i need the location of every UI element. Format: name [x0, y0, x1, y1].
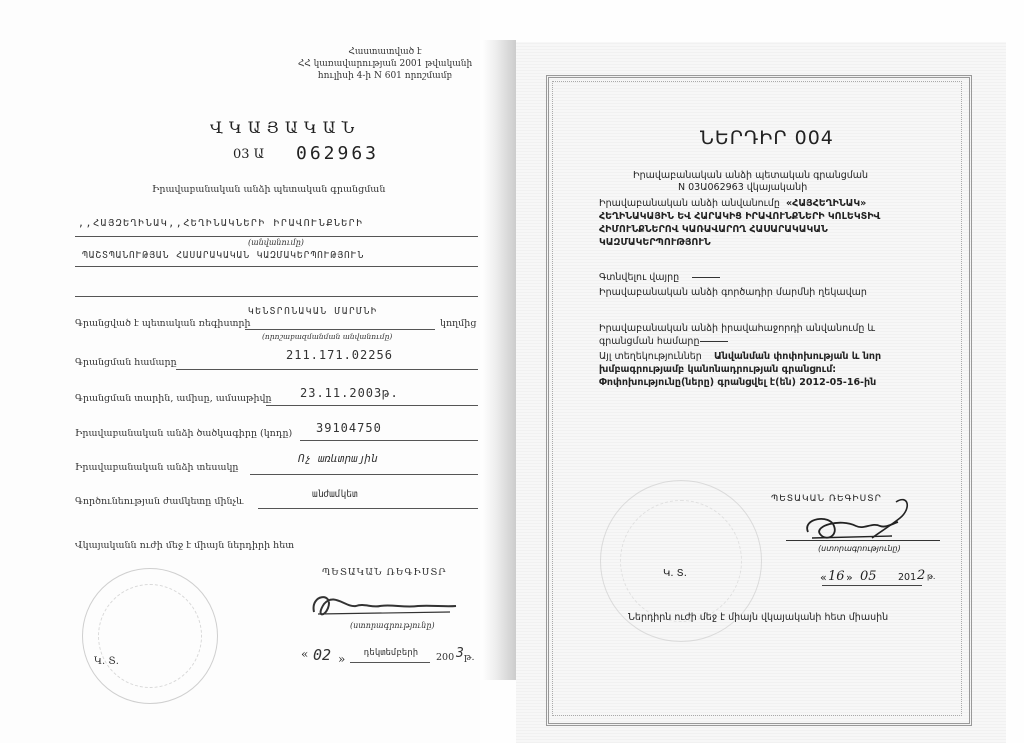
- other-info-value3: Փոփոխությունը(ները) գրանցվել է(են) 2012-05-16-ին: [599, 377, 877, 388]
- approval-note-line1: Հաստատված է: [348, 47, 422, 57]
- period-label: Գործունեության ժամկետը մինչև: [75, 496, 244, 507]
- signature-caption: (ստորագրությունը): [350, 621, 435, 630]
- registry-office: ԿԵՆՏՐՈՆԱԿԱՆ ՄԱՐՄՆԻ: [248, 306, 378, 317]
- insert-name-value2: ՀԵՂԻՆԱԿԱՅԻՆ ԵՎ ՀԱՐԱԿԻՑ ԻՐԱՎՈՒՆՔՆԵՐԻ ԿՈԼԵԿՏԻՎ: [599, 211, 881, 222]
- type-value: Ոչ առևտրային: [298, 452, 378, 465]
- certificate-subtitle: Իրավաբանական անձի պետական գրանցման: [152, 184, 386, 195]
- date-month: դեկտեմբերի: [364, 648, 419, 658]
- certificate-page: [0, 0, 480, 743]
- reg-number-label: Գրանցման համարը: [75, 357, 177, 368]
- org-name-line1: ,,ՀԱՅԶԵՂԻՆԱԿ,,ՀԵՂԻՆԱԿՆԵՐԻ ԻՐԱՎՈՒՆՔՆԵՐԻ: [78, 218, 364, 229]
- reg-number-value: 211.171.02256: [286, 348, 393, 362]
- tax-code-label: Իրավաբանական անձի ծածկագիրը (կոդը): [75, 428, 293, 439]
- insert-date-year-abbr: թ.: [927, 572, 936, 581]
- insert-date-year-prefix: 201: [898, 572, 917, 583]
- certificate-series: 03 Ա: [233, 147, 265, 162]
- successor-dash: [700, 341, 728, 342]
- registry-caption: (որոշաբազմանման անվանումը): [262, 332, 393, 341]
- tax-code-underline: [300, 440, 478, 441]
- insert-name-value3: ՀԻՄՈՒՆՔՆԵՐՈՎ ԿԱՌԱՎԱՐՈՂ ՀԱՍԱՐԱԿԱԿԱՆ: [599, 224, 828, 235]
- insert-registrar-title: ՊԵՏԱԿԱՆ ՌԵԳԻՍՏՐ: [771, 494, 882, 504]
- approval-note-line2: ՀՀ կառավարության 2001 թվականի: [297, 59, 473, 69]
- insert-date-year-suffix: 2: [917, 568, 926, 583]
- successor-label-line2: գրանցման համարը: [599, 336, 700, 347]
- insert-seal-inner: [620, 500, 742, 622]
- seal-label: Կ. Տ.: [94, 656, 119, 667]
- registrar-title: ՊԵՏԱԿԱՆ ՌԵԳԻՍՏՐ: [322, 567, 447, 578]
- page-edge-shadow: [482, 40, 516, 680]
- insert-date-close-quote: »: [846, 571, 853, 584]
- insert-signature-caption: (ստորագրությունը): [818, 544, 901, 553]
- date-day: 02: [313, 646, 332, 664]
- other-info-label: Այլ տեղեկություններ: [599, 351, 702, 362]
- insert-intro-line1: Իրավաբանական անձի պետական գրանցման: [633, 170, 869, 181]
- insert-name-value4: ԿԱԶՄԱԿԵՐՊՈՒԹՅՈՒՆ: [599, 237, 711, 248]
- reg-date-value: 23.11.2003թ.: [300, 386, 399, 400]
- registered-label: Գրանցված է պետական ռեգիստրի: [75, 318, 251, 329]
- location-dash: [692, 277, 720, 278]
- other-info-value2: խմբագրությամբ կանոնադրության գրանցում:: [599, 364, 837, 375]
- executive-label: Իրավաբանական անձի գործադիր մարմնի ղեկավար: [599, 287, 867, 298]
- date-month-underline: [350, 662, 430, 663]
- period-value: անժամկետ: [312, 489, 358, 500]
- reg-number-underline: [176, 369, 478, 370]
- insert-name-label: Իրավաբանական անձի անվանումը: [599, 198, 780, 209]
- insert-date-day: 16: [828, 569, 845, 584]
- insert-date-month: 05: [860, 569, 877, 584]
- org-name-underline2: [75, 266, 478, 267]
- org-name-line2: ՊԱՇՏՊԱՆՈՒԹՅԱՆ ՀԱՍԱՐԱԿԱԿԱՆ ԿԱԶՄԱԿԵՐՊՈՒԹՅՈՒՆ: [82, 250, 365, 261]
- insert-signature-line: [786, 540, 940, 541]
- insert-date-underline: [822, 585, 922, 586]
- insert-intro-line2: N 03Ա062963 վկայականի: [678, 182, 808, 193]
- date-year-prefix: 200: [436, 652, 455, 663]
- insert-date-open-quote: «: [820, 571, 827, 584]
- certificate-title: ՎԿԱՅԱԿԱՆ: [210, 118, 361, 137]
- successor-label-line1: Իրավաբանական անձի իրավահաջորդի անվանումը և: [599, 323, 876, 334]
- org-name-underline1: [75, 236, 478, 237]
- insert-title: ՆԵՐԴԻՐ 004: [700, 127, 834, 149]
- date-open-quote: «: [301, 647, 309, 661]
- insert-seal-label: Կ. Տ.: [663, 568, 687, 579]
- seal-inner: [98, 584, 202, 688]
- type-underline: [250, 474, 478, 475]
- org-name-caption: (անվանումը): [248, 238, 304, 247]
- date-year-abbr: թ.: [464, 652, 475, 663]
- signature: [300, 588, 460, 623]
- insert-signature: [800, 492, 920, 552]
- registered-suffix: կողմից: [440, 318, 477, 329]
- registered-underline: [245, 329, 435, 330]
- certificate-number: 062963: [296, 143, 380, 164]
- blank-line: [75, 296, 478, 297]
- other-info-value1: Անվանման փոփոխության և նոր: [714, 351, 882, 362]
- insert-name-value1: «ՀԱՅՀԵՂԻՆԱԿ»: [786, 198, 867, 209]
- period-underline: [258, 508, 478, 509]
- validity-note: Վկայականն ուժի մեջ է միայն ներդիրի հետ: [75, 540, 295, 551]
- approval-note-line3: հուլիսի 4-ի N 601 որոշմամբ: [317, 71, 453, 81]
- date-year-suffix: 3: [456, 646, 464, 661]
- tax-code-value: 39104750: [316, 421, 382, 435]
- reg-date-label: Գրանցման տարին, ամիսը, ամսաթիվը: [75, 393, 272, 404]
- insert-validity-note: Ներդիրն ուժի մեջ է միայն վկայականի հետ միասին: [628, 612, 889, 623]
- type-label: Իրավաբանական անձի տեսակը: [75, 462, 239, 473]
- date-close-quote: »: [338, 652, 346, 666]
- location-label: Գտնվելու վայրը: [599, 272, 680, 283]
- reg-date-underline: [266, 405, 478, 406]
